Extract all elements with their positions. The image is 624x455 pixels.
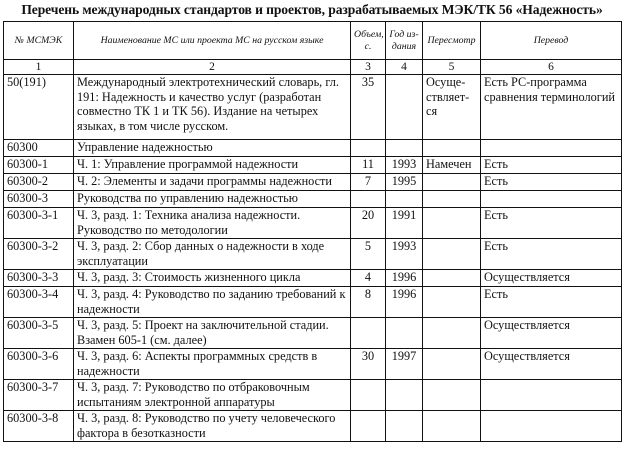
row-revision xyxy=(423,270,481,287)
row-size xyxy=(351,411,386,442)
header-name: Наименование МС или проекта МС на русском языке xyxy=(74,22,351,60)
row-year xyxy=(386,75,423,140)
row-size: 20 xyxy=(351,208,386,239)
row-code: 60300-2 xyxy=(4,174,74,191)
table-row xyxy=(4,270,622,287)
row-name: Международный электротехнический словарь, гл. 191: Надежность и качество услуг (разработан совместно ТК 1 и ТК 56). Издание на четырех языках, в том числе русском. xyxy=(74,75,351,140)
row-revision xyxy=(423,318,481,349)
column-number: 1 xyxy=(4,60,74,75)
row-year xyxy=(386,140,423,157)
row-revision xyxy=(423,174,481,191)
row-code: 60300-3-6 xyxy=(4,349,74,380)
row-year: 1997 xyxy=(386,349,423,380)
row-translation: Есть xyxy=(481,174,622,191)
row-year: 1993 xyxy=(386,157,423,174)
row-year: 1996 xyxy=(386,287,423,318)
table-row xyxy=(4,318,622,349)
row-year: 1993 xyxy=(386,239,423,270)
row-size: 30 xyxy=(351,349,386,380)
row-revision: Осуще-ствляет-ся xyxy=(423,75,481,140)
row-code: 60300-1 xyxy=(4,157,74,174)
row-code: 60300-3-4 xyxy=(4,287,74,318)
table-row xyxy=(4,411,622,442)
standards-table xyxy=(3,21,622,442)
table-row xyxy=(4,174,622,191)
row-translation: Осуществляется xyxy=(481,270,622,287)
column-number: 3 xyxy=(351,60,386,75)
row-size xyxy=(351,318,386,349)
row-revision xyxy=(423,380,481,411)
row-revision xyxy=(423,191,481,208)
row-name: Ч. 2: Элементы и задачи программы надежности xyxy=(74,174,351,191)
row-translation xyxy=(481,411,622,442)
row-size: 11 xyxy=(351,157,386,174)
row-code: 60300-3-7 xyxy=(4,380,74,411)
row-code: 60300-3-3 xyxy=(4,270,74,287)
table-row xyxy=(4,239,622,270)
header-code: № МСМЭК xyxy=(4,22,74,60)
header-translation: Перевод xyxy=(481,22,622,60)
row-name: Ч. 3, разд. 4: Руководство по заданию требований к надежности xyxy=(74,287,351,318)
row-code: 50(191) xyxy=(4,75,74,140)
table-row xyxy=(4,75,622,140)
row-revision xyxy=(423,239,481,270)
page-title: Перечень международных стандартов и проектов, разрабатываемых МЭК/ТК 56 «Надежность» xyxy=(21,2,603,17)
row-translation: Есть xyxy=(481,157,622,174)
row-code: 60300-3-1 xyxy=(4,208,74,239)
row-revision xyxy=(423,287,481,318)
table-row xyxy=(4,157,622,174)
row-code: 60300-3-2 xyxy=(4,239,74,270)
row-translation: Есть xyxy=(481,239,622,270)
row-size: 8 xyxy=(351,287,386,318)
table-row xyxy=(4,380,622,411)
row-size: 7 xyxy=(351,174,386,191)
row-name: Ч. 3, разд. 1: Техника анализа надежности. Руководство по методологии xyxy=(74,208,351,239)
row-translation: Есть xyxy=(481,208,622,239)
row-name: Ч. 3, разд. 8: Руководство по учету человеческого фактора в безотказности xyxy=(74,411,351,442)
row-size xyxy=(351,140,386,157)
row-size: 5 xyxy=(351,239,386,270)
row-size xyxy=(351,191,386,208)
row-year xyxy=(386,318,423,349)
row-translation: Осуществляется xyxy=(481,349,622,380)
row-revision xyxy=(423,349,481,380)
column-number: 5 xyxy=(423,60,481,75)
header-revision: Пересмотр xyxy=(423,22,481,60)
row-name: Ч. 3, разд. 6: Аспекты программных средств в надежности xyxy=(74,349,351,380)
row-size: 4 xyxy=(351,270,386,287)
row-revision xyxy=(423,140,481,157)
row-code: 60300-3-5 xyxy=(4,318,74,349)
column-number: 6 xyxy=(481,60,622,75)
row-code: 60300-3-8 xyxy=(4,411,74,442)
table-row xyxy=(4,140,622,157)
header-row xyxy=(4,22,622,60)
row-translation xyxy=(481,191,622,208)
row-name: Ч. 3, разд. 7: Руководство по отбраковочным испытаниям электронной аппаратуры xyxy=(74,380,351,411)
row-name: Руководства по управлению надежностью xyxy=(74,191,351,208)
header-size: Объем, с. xyxy=(351,22,386,60)
row-translation xyxy=(481,140,622,157)
row-year xyxy=(386,411,423,442)
row-translation: Есть РС-программа сравнения терминологий xyxy=(481,75,622,140)
table-row xyxy=(4,191,622,208)
row-name: Ч. 3, разд. 2: Сбор данных о надежности в ходе эксплуатации xyxy=(74,239,351,270)
row-translation xyxy=(481,380,622,411)
column-number-row xyxy=(4,60,622,75)
row-size xyxy=(351,380,386,411)
row-translation: Осуществляется xyxy=(481,318,622,349)
row-translation: Есть xyxy=(481,287,622,318)
column-number: 2 xyxy=(74,60,351,75)
row-name: Ч. 3, разд. 3: Стоимость жизненного цикла xyxy=(74,270,351,287)
column-number: 4 xyxy=(386,60,423,75)
row-name: Ч. 3, разд. 5: Проект на заключительной стадии. Взамен 605-1 (см. далее) xyxy=(74,318,351,349)
table-row xyxy=(4,208,622,239)
row-code: 60300-3 xyxy=(4,191,74,208)
row-year xyxy=(386,191,423,208)
row-revision: Намечен xyxy=(423,157,481,174)
row-name: Управление надежностью xyxy=(74,140,351,157)
row-size: 35 xyxy=(351,75,386,140)
row-revision xyxy=(423,411,481,442)
row-year: 1995 xyxy=(386,174,423,191)
row-year: 1991 xyxy=(386,208,423,239)
table-row xyxy=(4,349,622,380)
header-year: Год из-дания xyxy=(386,22,423,60)
row-name: Ч. 1: Управление программой надежности xyxy=(74,157,351,174)
row-revision xyxy=(423,208,481,239)
table-row xyxy=(4,287,622,318)
row-year: 1996 xyxy=(386,270,423,287)
row-code: 60300 xyxy=(4,140,74,157)
row-year xyxy=(386,380,423,411)
